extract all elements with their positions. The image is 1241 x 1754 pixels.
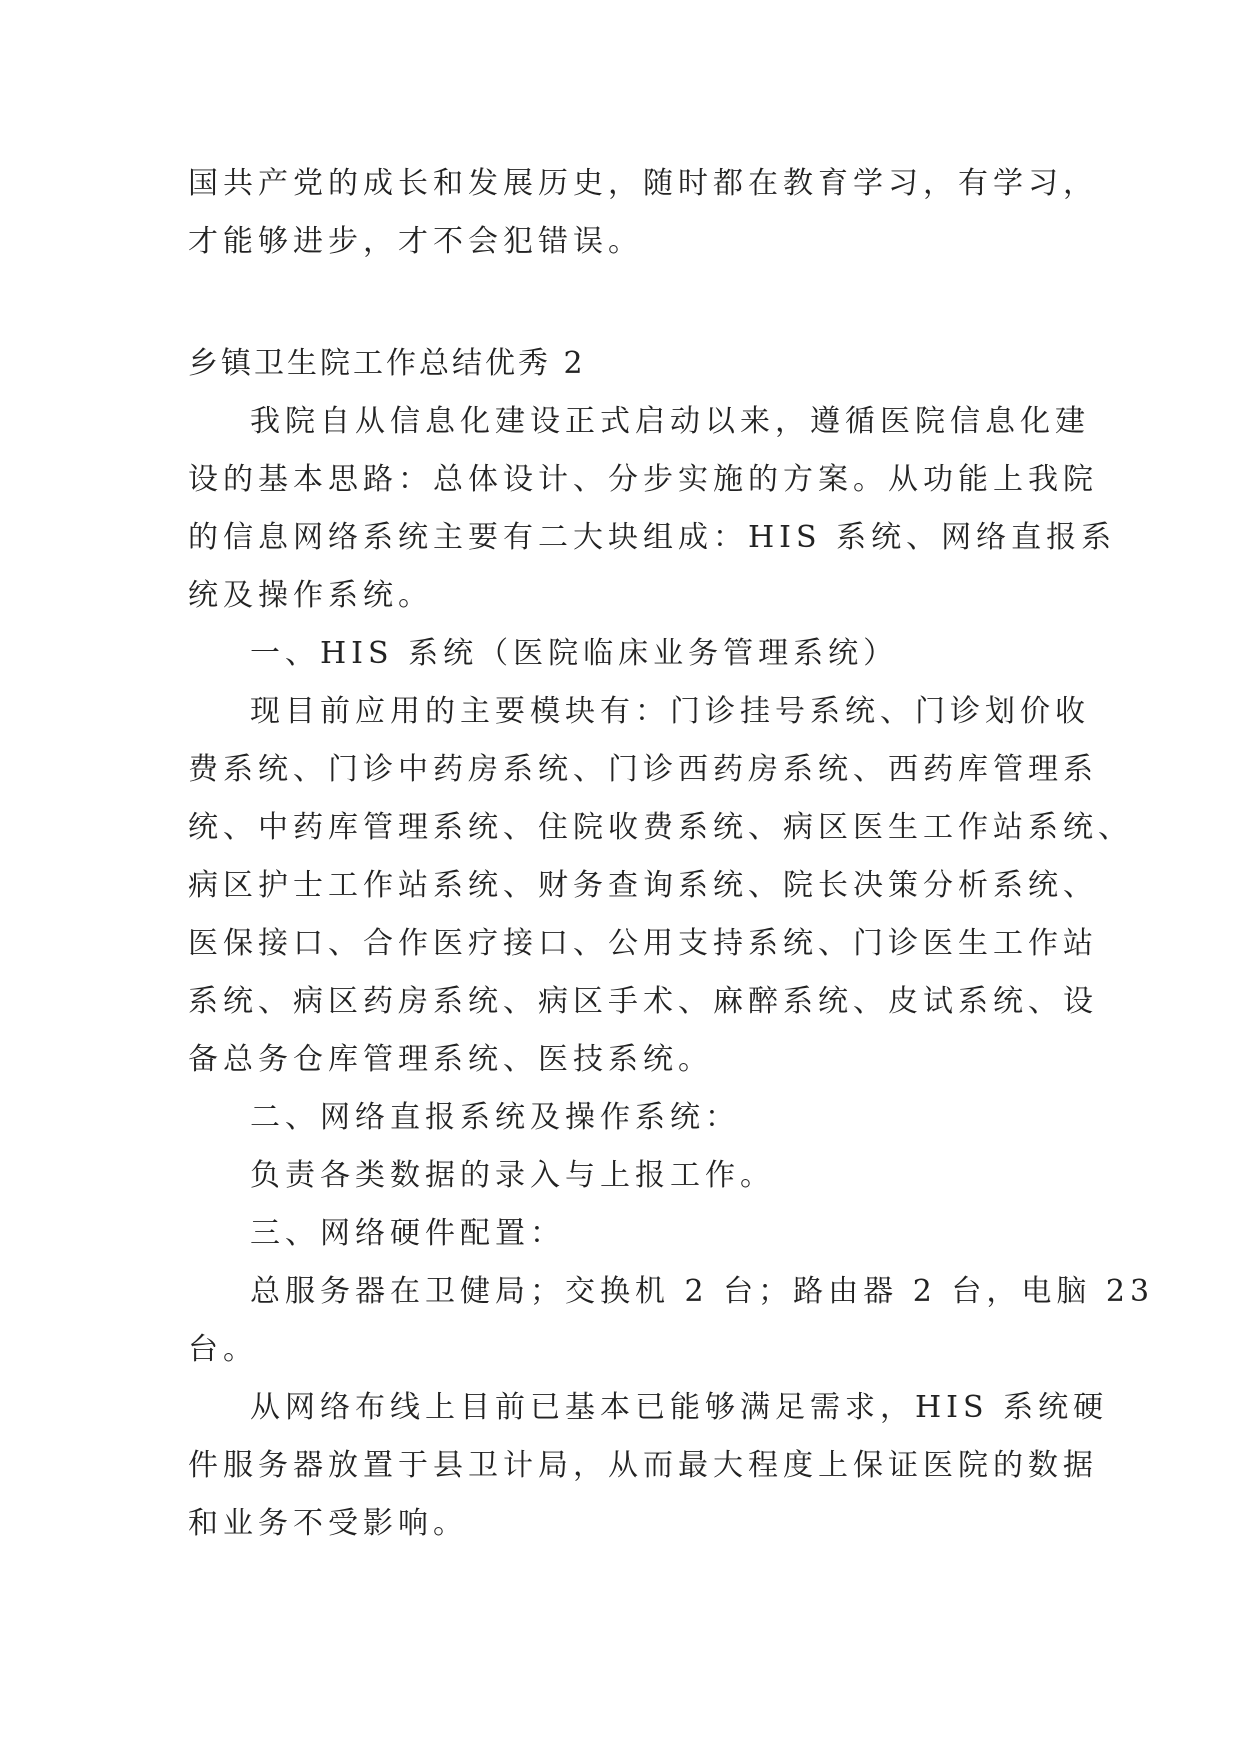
text-line: 医保接口、合作医疗接口、公用支持系统、门诊医生工作站 [188,926,1098,961]
text-line: 负责各类数据的录入与上报工作。 [250,1158,775,1193]
text-line: 国共产党的成长和发展历史，随时都在教育学习，有学习， [188,166,1098,201]
continuation-paragraph [188,155,1098,271]
text-line: 的信息网络系统主要有二大块组成：HIS 系统、网络直报系 [188,520,1117,555]
text-line: 件服务器放置于县卫计局，从而最大程度上保证医院的数据 [188,1448,1098,1483]
text-line: 一、HIS 系统（医院临床业务管理系统） [250,636,899,671]
text-line: 备总务仓库管理系统、医技系统。 [188,1042,713,1077]
text-line: 费系统、门诊中药房系统、门诊西药房系统、西药库管理系 [188,752,1098,787]
text-line: 台。 [188,1332,258,1367]
text-line: 和业务不受影响。 [188,1506,468,1541]
body-lines [188,393,1155,1553]
text-line: 从网络布线上目前已基本已能够满足需求，HIS 系统硬 [250,1390,1109,1425]
section-body [188,335,1155,1553]
text-line: 系统、病区药房系统、病区手术、麻醉系统、皮试系统、设 [188,984,1098,1019]
text-line: 我院自从信息化建设正式启动以来，遵循医院信息化建 [250,404,1090,439]
text-line: 总服务器在卫健局；交换机 2 台；路由器 2 台，电脑 23 [250,1274,1155,1309]
text-line: 病区护士工作站系统、财务查询系统、院长决策分析系统、 [188,868,1098,903]
section-heading: 乡镇卫生院工作总结优秀 2 [188,346,586,381]
text-line: 设的基本思路：总体设计、分步实施的方案。从功能上我院 [188,462,1098,497]
text-line: 二、网络直报系统及操作系统： [250,1100,740,1135]
text-line: 统、中药库管理系统、住院收费系统、病区医生工作站系统、 [188,810,1133,845]
text-line: 三、网络硬件配置： [250,1216,565,1251]
text-line: 统及操作系统。 [188,578,433,613]
text-line: 才能够进步，才不会犯错误。 [188,224,643,259]
text-line: 现目前应用的主要模块有：门诊挂号系统、门诊划价收 [250,694,1090,729]
